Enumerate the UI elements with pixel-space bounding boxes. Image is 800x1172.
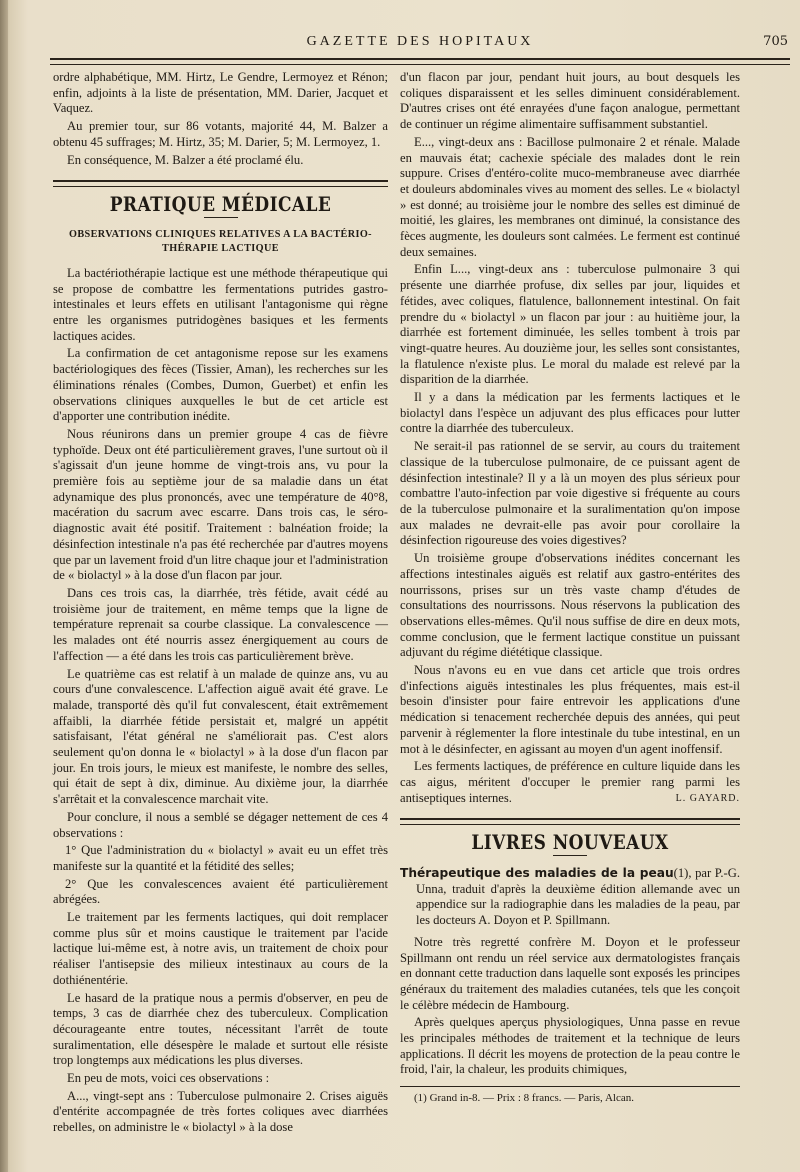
section-title-livres: LIVRES NOUVEAUX xyxy=(471,830,669,855)
footnote: (1) Grand in-8. — Prix : 8 francs. — Paris, Alcan. xyxy=(414,1092,634,1105)
page-header xyxy=(50,28,790,56)
section-divider xyxy=(400,818,740,825)
article-paragraph xyxy=(400,759,740,806)
list-item: 1° Que l'administration du « biolactyl » avait eu un effet très manifeste sur la quantité et la fétidité des selles; xyxy=(53,843,388,873)
list-item: 2° Que les convalescences avaient été particulièrement abrégées. xyxy=(53,876,388,907)
book-details: , par P.-G. Unna, traduit d'après la deuxième édition allemande avec un appendice sur la radiographie dans les maladies de la peau, par les docteurs A. Doyon et P. Spillmann. xyxy=(416,866,740,928)
footnote-rule xyxy=(400,1086,740,1087)
article-paragraph: A..., vingt-sept ans : Tuberculose pulmonaire 2. Crises aiguës d'entérite accompagnée de très fortes coliques avec diarrhées rebelles, on administre le « biolactyl » à la dose xyxy=(53,1088,388,1135)
intro-paragraph: Au premier tour, sur 86 votants, majorité 44, M. Balzer a obtenu 45 suffrages; M. Hirtz, 35; M. Darier, 5; M. Lermoyez, 1. xyxy=(53,119,388,149)
article-paragraph: Dans ces trois cas, la diarrhée, très fétide, avait cédé au troisième jour de traitement, en même temps que la ligne de température reprenait sa courbe classique. La convalescence — les malades ont été nourris assez énergiquement au cours de l'affection — a été dans les trois cas particulièrement brève. xyxy=(53,585,388,663)
article-paragraph: E..., vingt-deux ans : Bacillose pulmonaire 2 et rénale. Malade en mauvais état; cachexie spéciale des malades dont le rein suppure. Crises d'entéro-colite muco-membraneuse avec diarrhée et douleurs abdominales vives au moment des selles. Le « biolactyl » est donné; au troisième jour le nombre des selles est diminué de moitié, les glaires, les membranes ont diminué, la consistance des fèces augmente, les douleurs sont calmées. Le ferment est continué deux semaines. xyxy=(400,134,740,259)
closing-paragraph: Les ferments lactiques, de préférence en culture liquide dans les cas aigus, méritent d'occuper le premier rang parmi les antiseptiques internes. xyxy=(400,759,740,805)
article-paragraph: Pour conclure, il nous a semblé se dégager nettement de ces 4 observations : xyxy=(53,809,388,840)
article-heading-line: THÉRAPIE LACTIQUE xyxy=(162,242,279,254)
article-heading xyxy=(53,228,388,256)
article-paragraph: Le quatrième cas est relatif à un malade de quinze ans, vu au cours d'une convalescence. L'affection aiguë avait été grave. Le malade, transporté dès qu'il fut convalescent, était extrêmement affaibli, la diarrhée fétide persistait et, malgré un appétit satisfaisant, l'état général ne s'améliorait pas. C'est alors seulement qu'on donna le « biolactyl » à la dose d'un flacon par jour. En trois jours, le mieux est manifeste, le nombre des selles, qui était de sept à dix, diminue. Au dixième jour, la diarrhée s'arrêtait et la convalescence marchait vite. xyxy=(53,666,388,807)
binding-shadow xyxy=(0,0,8,1172)
article-paragraph: Nous réunirons dans un premier groupe 4 cas de fièvre typhoïde. Deux ont été particulièrement graves, l'une surtout où il s'agissait d'un jeune homme de vingt-trois ans, vu pour la première fois au septième jour de sa maladie dans un état adynamique des plus prononcés, avec une température de 40°8, macération du sacrum avec escarre. Dans trois cas, le séro-diagnostic avait été positif. Traitement : balnéation froide; la désinfection intestinale n'a pas été recherchée par d'autres moyens que par un lavement froid d'un litre chaque jour et l'administration de « biolactyl » à la dose d'un flacon par jour. xyxy=(53,426,388,583)
article-paragraph: En peu de mots, voici ces observations : xyxy=(67,1071,270,1086)
right-column xyxy=(400,70,740,1109)
author-signature: L. GAYARD. xyxy=(675,792,740,804)
article-paragraph: Nous n'avons eu en vue dans cet article que trois ordres d'infections aiguës intestinales les plus fréquentes, mais est-il besoin d'insister pour faire entrevoir les applications d'une médication si tenacement recherchée depuis des années, qui peut parvenir à réglementer la flore intestinale du tube intestinal, en un mot à le désinfecter, en agissant au moyen d'un agent inoffensif. xyxy=(400,663,740,756)
header-rule xyxy=(50,58,790,65)
article-paragraph: Un troisième groupe d'observations inédites concernant les affections intestinales aiguës est relatif aux gastro-entérites des nourrissons, prises sur un très vaste champ d'études de consultations des nourrissons. Nous réservons la publication des observations elles-mêmes. Qu'il nous suffise de dire en deux mots, comme conclusion, que le ferment lactique constitue un puissant adjuvant du régime diététique classique. xyxy=(400,551,740,660)
review-paragraph: Après quelques aperçus physiologiques, Unna passe en revue les principales méthodes de traitement et la technique de leurs applications. Il décrit les moyens de protection de la peau contre le froid, l'air, la chaleur, les produits chimiques, xyxy=(400,1015,740,1077)
page-number: 705 xyxy=(763,34,788,49)
article-paragraph: Enfin L..., vingt-deux ans : tuberculose pulmonaire 3 qui présente une diarrhée profuse, dix selles par jour, liquides et fétides, avec coliques, flatulence, ballonnement intestinal. On fait prendre du « biolactyl » un flacon par jour : au huitième jour, la diarrhée est fortement diminuée, les selles tombent à trois par vingt-quatre heures. Au douzième jour, les selles sont consistantes, la flatulence n'existe plus. Le moral du malade est relevé par la disparition de la diarrhée. xyxy=(400,262,740,387)
section-title-pratique: PRATIQUE MÉDICALE xyxy=(109,192,332,217)
left-column xyxy=(53,70,388,1138)
article-paragraph: Le traitement par les ferments lactiques, qui doit remplacer comme plus sûr et moins caustique le traitement par l'acide lactique lui-même est, à notre avis, un traitement de choix pour réaliser l'antisepsie des milieux intestinaux au cours de la dothiénentérie. xyxy=(53,910,388,987)
article-paragraph: d'un flacon par jour, pendant huit jours, au bout desquels les coliques disparaissent et les selles diminuent considérablement. D'autres crises ont été enrayées d'une façon analogue, permettant de continuer un régime alimentaire suffisamment substantiel. xyxy=(400,70,740,132)
book-title: Thérapeutique des maladies de la peau xyxy=(400,866,674,881)
footnote-mark: (1) xyxy=(673,866,689,881)
article-paragraph: Le hasard de la pratique nous a permis d'observer, en peu de temps, 3 cas de diarrhée chez des tuberculeux. Complication décourageante entre toutes, nécessitant l'arrêt de toute suralimentation, elle désespère le malade et surtout elle résiste trop longtemps aux médications les plus diverses. xyxy=(53,990,388,1068)
section-divider xyxy=(53,180,388,187)
article-paragraph: Il y a dans la médication par les ferments lactiques et le biolactyl dans l'espèce un adjuvant des plus efficaces pour lutter contre la diarrhée des tuberculeux. xyxy=(400,390,740,436)
intro-paragraph: ordre alphabétique, MM. Hirtz, Le Gendre, Lermoyez et Rénon; enfin, adjoints à la liste de présentation, MM. Darier, Jacquet et Vaquez. xyxy=(53,70,388,116)
article-heading-line: OBSERVATIONS CLINIQUES RELATIVES A LA BACTÉRIO- xyxy=(69,228,372,240)
article-paragraph: La bactériothérapie lactique est une méthode thérapeutique qui se propose de combattre les fermentations putrides gastro-intestinales et leurs effets en utilisant l'antagonisme qui règne entre les organismes putridogènes basiques et les ferments lactiques acides. xyxy=(53,265,388,343)
intro-paragraph: En conséquence, M. Balzer a été proclamé élu. xyxy=(67,152,304,167)
book-entry xyxy=(400,866,740,929)
article-paragraph: La confirmation de cet antagonisme repose sur les examens bactériologiques des fèces (Tissier, Aman), les recherches sur les éliminations rénales (Combes, Dumon, Guerbet) et enfin les observations cliniques auxquelles le but de cet article est d'apporter une contribution inédite. xyxy=(53,346,388,424)
article-paragraph: Ne serait-il pas rationnel de se servir, au cours du traitement classique de la tuberculose pulmonaire, de ce puissant agent de désinfection intestinale? Il y a là un moyen des plus sérieux pour combattre l'auto-infection par voie digestive si fréquente au cours de la tuberculose pulmonaire et la suralimentation qu'on impose aux malades ne devrait-elle pas avoir pour corollaire la désinfection rigoureuse des voies digestives? xyxy=(400,439,740,548)
title-underline xyxy=(204,217,238,218)
running-title: GAZETTE DES HOPITAUX xyxy=(306,34,534,49)
title-underline xyxy=(553,855,587,856)
review-paragraph: Notre très regretté confrère M. Doyon et le professeur Spillmann ont rendu un réel service aux dermatologistes français en donnant cette traduction dans laquelle sont exposés les principes généraux du traitement des maladies cutanées, tels que les conçoit le célèbre médecin de Hambourg. xyxy=(400,934,740,1012)
